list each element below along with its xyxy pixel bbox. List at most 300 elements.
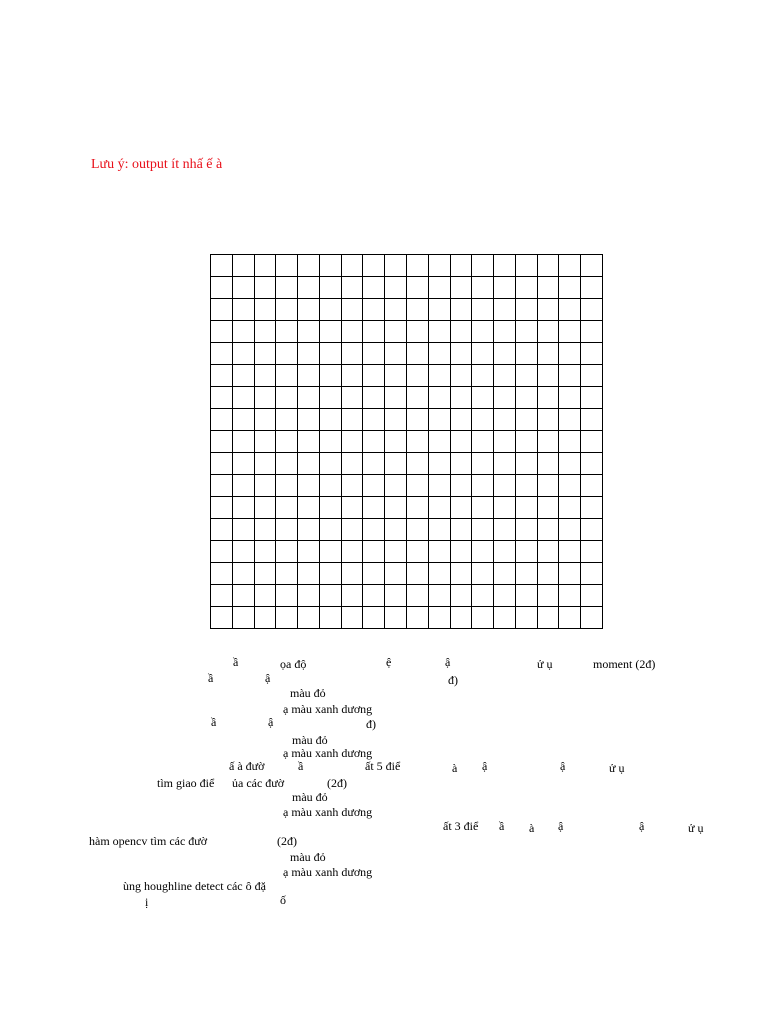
grid-cell bbox=[255, 497, 277, 519]
grid-cell bbox=[342, 497, 364, 519]
grid-cell bbox=[494, 453, 516, 475]
text-fragment: ầ bbox=[211, 715, 217, 729]
grid-cell bbox=[451, 541, 473, 563]
grid-cell bbox=[298, 453, 320, 475]
grid-cell bbox=[429, 277, 451, 299]
grid-cell bbox=[538, 475, 560, 497]
grid-cell bbox=[255, 299, 277, 321]
grid-cell bbox=[516, 387, 538, 409]
grid-cell bbox=[472, 343, 494, 365]
grid-cell bbox=[320, 409, 342, 431]
grid-cell bbox=[516, 321, 538, 343]
grid-cell bbox=[211, 519, 233, 541]
text-fragment: ệ bbox=[386, 655, 392, 669]
grid-cell bbox=[494, 475, 516, 497]
grid-cell bbox=[298, 299, 320, 321]
grid-cell bbox=[320, 299, 342, 321]
grid-cell bbox=[276, 541, 298, 563]
grid-cell bbox=[255, 431, 277, 453]
grid-cell bbox=[385, 453, 407, 475]
grid-cell bbox=[298, 585, 320, 607]
grid-cell bbox=[581, 365, 603, 387]
grid-cell bbox=[233, 607, 255, 629]
grid-cell bbox=[472, 387, 494, 409]
grid-cell bbox=[516, 409, 538, 431]
grid-cell bbox=[516, 343, 538, 365]
grid-cell bbox=[320, 321, 342, 343]
grid-cell bbox=[472, 497, 494, 519]
grid-cell bbox=[581, 431, 603, 453]
text-fragment: ị bbox=[145, 895, 149, 909]
grid-cell bbox=[538, 519, 560, 541]
grid-cell bbox=[298, 475, 320, 497]
grid-cell bbox=[363, 277, 385, 299]
grid-cell bbox=[255, 541, 277, 563]
grid-cell bbox=[407, 343, 429, 365]
text-fragment: ầ bbox=[208, 671, 214, 685]
grid-cell bbox=[298, 343, 320, 365]
text-fragment: ạ màu xanh dương bbox=[283, 805, 373, 819]
grid-cell bbox=[320, 255, 342, 277]
grid-cell bbox=[516, 453, 538, 475]
text-fragment: màu đỏ bbox=[290, 686, 326, 700]
grid-cell bbox=[407, 431, 429, 453]
grid-cell bbox=[363, 255, 385, 277]
text-fragment: ất 3 điể bbox=[443, 819, 479, 833]
grid-cell bbox=[276, 365, 298, 387]
grid-cell bbox=[581, 541, 603, 563]
grid-cell bbox=[255, 343, 277, 365]
grid-cell bbox=[342, 343, 364, 365]
grid-cell bbox=[276, 387, 298, 409]
grid-cell bbox=[429, 453, 451, 475]
grid-cell bbox=[298, 365, 320, 387]
text-fragment: đ) bbox=[448, 673, 458, 687]
text-fragment: đ) bbox=[366, 717, 376, 731]
grid-cell bbox=[581, 519, 603, 541]
grid-cell bbox=[407, 321, 429, 343]
grid-cell bbox=[233, 519, 255, 541]
grid-cell bbox=[407, 607, 429, 629]
grid-cell bbox=[276, 409, 298, 431]
grid-cell bbox=[320, 343, 342, 365]
grid-cell bbox=[451, 299, 473, 321]
grid-cell bbox=[233, 387, 255, 409]
grid-cell bbox=[494, 321, 516, 343]
grid-cell bbox=[516, 563, 538, 585]
grid-cell bbox=[233, 541, 255, 563]
grid-cell bbox=[581, 607, 603, 629]
text-fragment: ấ à đườ bbox=[229, 759, 265, 773]
grid-cell bbox=[211, 453, 233, 475]
grid-cell bbox=[538, 277, 560, 299]
grid-cell bbox=[276, 585, 298, 607]
grid-cell bbox=[211, 277, 233, 299]
grid-cell bbox=[494, 409, 516, 431]
grid-cell bbox=[581, 497, 603, 519]
grid-cell bbox=[385, 607, 407, 629]
grid-cell bbox=[342, 365, 364, 387]
grid-cell bbox=[385, 343, 407, 365]
grid-cell bbox=[472, 585, 494, 607]
grid-cell bbox=[407, 277, 429, 299]
grid-cell bbox=[472, 365, 494, 387]
grid-cell bbox=[385, 277, 407, 299]
grid-cell bbox=[233, 497, 255, 519]
grid-cell bbox=[342, 607, 364, 629]
grid-cell bbox=[429, 299, 451, 321]
grid-cell bbox=[559, 475, 581, 497]
grid-cell bbox=[538, 409, 560, 431]
grid-cell bbox=[494, 585, 516, 607]
grid-cell bbox=[559, 497, 581, 519]
text-fragment: ạ màu xanh dương bbox=[283, 702, 373, 716]
grid-cell bbox=[276, 321, 298, 343]
grid-cell bbox=[385, 519, 407, 541]
grid-cell bbox=[255, 585, 277, 607]
grid-cell bbox=[538, 563, 560, 585]
grid-cell bbox=[407, 453, 429, 475]
grid-cell bbox=[385, 255, 407, 277]
grid-cell bbox=[407, 541, 429, 563]
grid-cell bbox=[385, 299, 407, 321]
grid-cell bbox=[538, 387, 560, 409]
grid-cell bbox=[407, 365, 429, 387]
grid-cell bbox=[276, 519, 298, 541]
grid-cell bbox=[320, 475, 342, 497]
grid-cell bbox=[298, 563, 320, 585]
grid-cell bbox=[255, 563, 277, 585]
text-fragment: ố bbox=[280, 893, 286, 907]
text-fragment: ọa độ bbox=[280, 657, 307, 671]
grid-cell bbox=[342, 387, 364, 409]
grid-cell bbox=[407, 299, 429, 321]
grid-cell bbox=[516, 585, 538, 607]
text-fragment: ậ bbox=[560, 759, 566, 773]
grid-cell bbox=[298, 541, 320, 563]
grid-cell bbox=[581, 277, 603, 299]
grid-cell bbox=[342, 321, 364, 343]
grid-cell bbox=[298, 431, 320, 453]
text-fragment: màu đỏ bbox=[292, 733, 328, 747]
grid-cell bbox=[385, 541, 407, 563]
grid-cell bbox=[451, 255, 473, 277]
grid-cell bbox=[320, 277, 342, 299]
grid-cell bbox=[363, 453, 385, 475]
grid-cell bbox=[342, 475, 364, 497]
text-fragment: ầ bbox=[499, 819, 505, 833]
grid-cell bbox=[320, 387, 342, 409]
text-fragment: ử ụ bbox=[688, 821, 704, 835]
grid-cell bbox=[429, 497, 451, 519]
grid-cell bbox=[538, 585, 560, 607]
grid-cell bbox=[298, 387, 320, 409]
grid-cell bbox=[494, 519, 516, 541]
grid-cell bbox=[472, 409, 494, 431]
grid-cell bbox=[211, 607, 233, 629]
grid-cell bbox=[276, 453, 298, 475]
grid-cell bbox=[451, 563, 473, 585]
grid-cell bbox=[451, 343, 473, 365]
grid-cell bbox=[255, 255, 277, 277]
grid-cell bbox=[538, 431, 560, 453]
grid-cell bbox=[276, 299, 298, 321]
text-fragment: ùng houghline detect các ô đặ bbox=[123, 879, 266, 893]
grid-cell bbox=[255, 277, 277, 299]
grid-cell bbox=[581, 255, 603, 277]
grid-cell bbox=[494, 607, 516, 629]
grid-cell bbox=[451, 453, 473, 475]
grid-cell bbox=[320, 365, 342, 387]
grid-cell bbox=[538, 365, 560, 387]
grid-cell bbox=[581, 343, 603, 365]
grid-cell bbox=[363, 321, 385, 343]
grid-cell bbox=[320, 453, 342, 475]
grid-cell bbox=[233, 321, 255, 343]
grid-cell bbox=[233, 277, 255, 299]
grid-cell bbox=[472, 541, 494, 563]
grid-cell bbox=[516, 431, 538, 453]
grid-cell bbox=[451, 365, 473, 387]
grid-cell bbox=[429, 321, 451, 343]
grid-cell bbox=[342, 453, 364, 475]
grid-cell bbox=[276, 343, 298, 365]
grid-cell bbox=[559, 541, 581, 563]
grid-cell bbox=[451, 585, 473, 607]
text-fragment: ử ụ bbox=[609, 761, 625, 775]
note-heading: Lưu ý: output ít nhấ ế à bbox=[91, 157, 223, 172]
grid-cell bbox=[385, 431, 407, 453]
grid-cell bbox=[429, 343, 451, 365]
grid-cell bbox=[429, 387, 451, 409]
grid-cell bbox=[559, 299, 581, 321]
text-fragment: màu đỏ bbox=[290, 850, 326, 864]
grid-cell bbox=[472, 431, 494, 453]
grid-cell bbox=[559, 585, 581, 607]
grid-cell bbox=[342, 299, 364, 321]
grid-cell bbox=[538, 541, 560, 563]
grid-cell bbox=[472, 453, 494, 475]
grid-cell bbox=[211, 387, 233, 409]
grid-cell bbox=[472, 255, 494, 277]
grid-cell bbox=[233, 409, 255, 431]
grid-cell bbox=[320, 431, 342, 453]
grid-cell bbox=[255, 409, 277, 431]
grid-cell bbox=[363, 563, 385, 585]
grid-cell bbox=[342, 409, 364, 431]
grid-cell bbox=[516, 519, 538, 541]
grid-cell bbox=[211, 321, 233, 343]
text-fragment: ậ bbox=[268, 715, 274, 729]
grid-cell bbox=[429, 431, 451, 453]
text-fragment: ất 5 điể bbox=[365, 759, 401, 773]
grid-cell bbox=[429, 541, 451, 563]
grid-cell bbox=[363, 431, 385, 453]
grid-cell bbox=[472, 607, 494, 629]
text-fragment: ạ màu xanh dương bbox=[283, 746, 373, 760]
grid-cell bbox=[385, 365, 407, 387]
grid-cell bbox=[559, 519, 581, 541]
grid-cell bbox=[559, 453, 581, 475]
grid-cell bbox=[298, 519, 320, 541]
grid-cell bbox=[233, 563, 255, 585]
grid-cell bbox=[581, 585, 603, 607]
grid-cell bbox=[342, 255, 364, 277]
grid-cell bbox=[472, 563, 494, 585]
grid-cell bbox=[494, 255, 516, 277]
grid-cell bbox=[342, 277, 364, 299]
grid-cell bbox=[538, 497, 560, 519]
grid-cell bbox=[211, 299, 233, 321]
grid-cell bbox=[429, 563, 451, 585]
grid-cell bbox=[451, 431, 473, 453]
grid-cell bbox=[385, 409, 407, 431]
grid-cell bbox=[320, 607, 342, 629]
grid-cell bbox=[581, 387, 603, 409]
text-fragment: ậ bbox=[558, 819, 564, 833]
grid-cell bbox=[233, 255, 255, 277]
grid-cell bbox=[363, 607, 385, 629]
grid-cell bbox=[516, 607, 538, 629]
text-fragment: ậ bbox=[265, 671, 271, 685]
grid-cell bbox=[211, 563, 233, 585]
grid-cell bbox=[320, 519, 342, 541]
grid-cell bbox=[211, 431, 233, 453]
grid-cell bbox=[385, 475, 407, 497]
text-fragment: ủa các đườ bbox=[232, 776, 285, 790]
grid-cell bbox=[451, 497, 473, 519]
grid-cell bbox=[211, 409, 233, 431]
grid-cell bbox=[538, 453, 560, 475]
grid-cell bbox=[559, 343, 581, 365]
text-fragment: tìm giao điể bbox=[157, 776, 215, 790]
grid-cell bbox=[255, 387, 277, 409]
grid-cell bbox=[538, 299, 560, 321]
grid-cell bbox=[559, 563, 581, 585]
text-fragment: à bbox=[452, 761, 458, 775]
grid-cell bbox=[233, 343, 255, 365]
grid-cell bbox=[385, 563, 407, 585]
grid-cell bbox=[538, 321, 560, 343]
grid-cell bbox=[320, 497, 342, 519]
text-fragment: ạ màu xanh dương bbox=[283, 865, 373, 879]
grid-cell bbox=[472, 299, 494, 321]
grid-cell bbox=[494, 541, 516, 563]
grid-cell bbox=[363, 409, 385, 431]
grid-cell bbox=[255, 475, 277, 497]
grid-cell bbox=[472, 475, 494, 497]
text-fragment: ử ụ bbox=[537, 657, 553, 671]
grid-cell bbox=[516, 277, 538, 299]
text-fragment: moment (2đ) bbox=[593, 657, 656, 671]
grid-cell bbox=[559, 431, 581, 453]
grid-cell bbox=[276, 607, 298, 629]
grid-cell bbox=[494, 365, 516, 387]
grid-cell bbox=[559, 409, 581, 431]
grid-table bbox=[210, 254, 603, 629]
grid-cell bbox=[407, 497, 429, 519]
grid-cell bbox=[516, 541, 538, 563]
grid-cell bbox=[211, 365, 233, 387]
grid-cell bbox=[342, 585, 364, 607]
grid-cell bbox=[276, 497, 298, 519]
grid-cell bbox=[516, 475, 538, 497]
grid-cell bbox=[451, 321, 473, 343]
grid-cell bbox=[255, 321, 277, 343]
grid-cell bbox=[451, 519, 473, 541]
grid-cell bbox=[451, 409, 473, 431]
grid-cell bbox=[559, 255, 581, 277]
grid-cell bbox=[385, 387, 407, 409]
grid-cell bbox=[429, 365, 451, 387]
grid-cell bbox=[494, 277, 516, 299]
grid-cell bbox=[559, 321, 581, 343]
grid-cell bbox=[276, 563, 298, 585]
grid-cell bbox=[429, 607, 451, 629]
text-fragment: màu đỏ bbox=[292, 790, 328, 804]
grid-cell bbox=[298, 409, 320, 431]
grid-cell bbox=[516, 497, 538, 519]
text-fragment: à bbox=[529, 821, 535, 835]
grid-cell bbox=[494, 563, 516, 585]
grid-cell bbox=[451, 387, 473, 409]
grid-cell bbox=[211, 343, 233, 365]
grid-cell bbox=[211, 255, 233, 277]
grid-cell bbox=[451, 475, 473, 497]
grid-cell bbox=[494, 431, 516, 453]
grid-cell bbox=[342, 563, 364, 585]
grid-cell bbox=[363, 541, 385, 563]
grid-cell bbox=[385, 321, 407, 343]
grid-cell bbox=[581, 563, 603, 585]
grid-cell bbox=[363, 343, 385, 365]
grid-cell bbox=[363, 387, 385, 409]
grid-cell bbox=[451, 607, 473, 629]
grid-cell bbox=[298, 497, 320, 519]
grid-cell bbox=[298, 277, 320, 299]
grid-cell bbox=[211, 585, 233, 607]
grid-cell bbox=[298, 321, 320, 343]
grid-cell bbox=[363, 365, 385, 387]
grid-cell bbox=[538, 255, 560, 277]
grid-cell bbox=[407, 409, 429, 431]
grid-cell bbox=[429, 409, 451, 431]
text-fragment: hàm opencv tìm các đườ bbox=[89, 834, 208, 848]
grid-cell bbox=[494, 343, 516, 365]
grid-cell bbox=[320, 585, 342, 607]
grid-cell bbox=[407, 563, 429, 585]
text-fragment: (2đ) bbox=[277, 834, 297, 848]
grid-cell bbox=[233, 475, 255, 497]
grid-cell bbox=[581, 321, 603, 343]
grid-cell bbox=[429, 475, 451, 497]
grid-cell bbox=[342, 431, 364, 453]
grid-cell bbox=[538, 343, 560, 365]
grid-cell bbox=[255, 365, 277, 387]
grid-cell bbox=[494, 497, 516, 519]
grid-cell bbox=[342, 519, 364, 541]
grid-cell bbox=[211, 475, 233, 497]
grid-cell bbox=[429, 519, 451, 541]
grid-cell bbox=[276, 255, 298, 277]
grid-cell bbox=[516, 299, 538, 321]
grid-cell bbox=[581, 475, 603, 497]
grid-cell bbox=[472, 321, 494, 343]
text-fragment: ậ bbox=[639, 819, 645, 833]
text-fragment: (2đ) bbox=[327, 776, 347, 790]
grid-cell bbox=[276, 431, 298, 453]
grid-cell bbox=[363, 519, 385, 541]
